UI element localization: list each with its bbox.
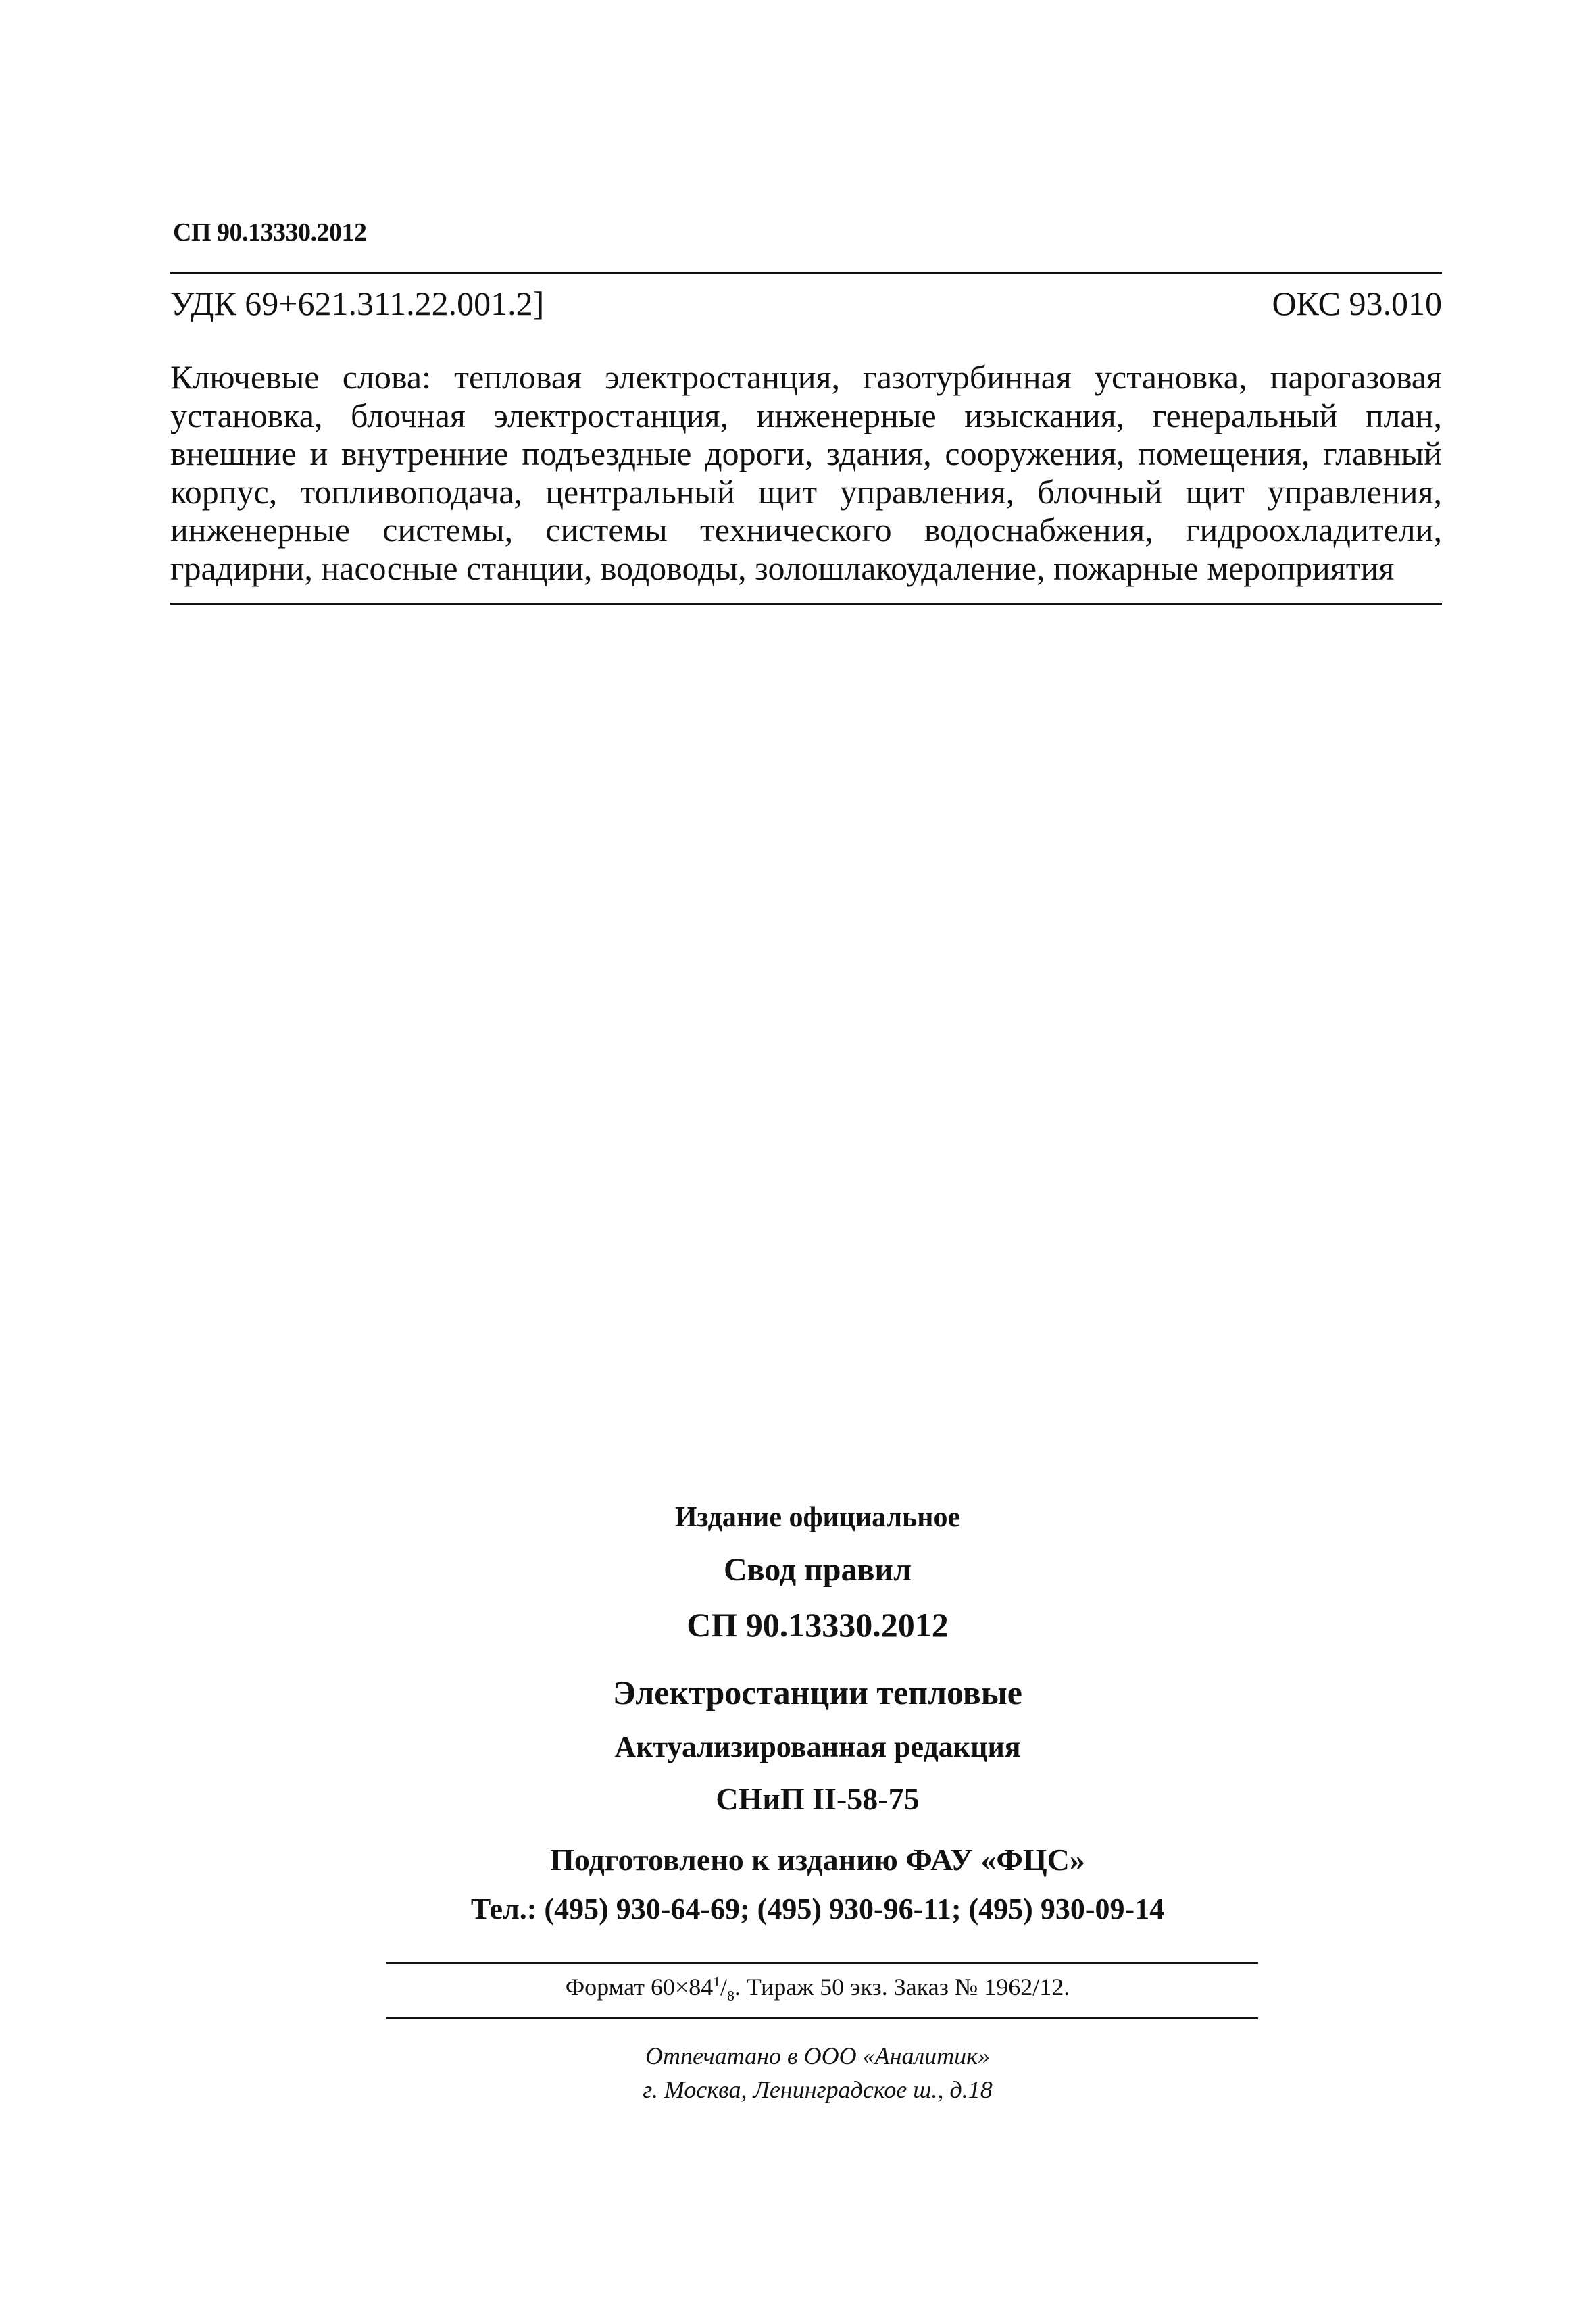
imprint-bottom-rule [386, 2017, 1258, 2019]
printed-by-line1: Отпечатано в ООО «Аналитик» [645, 2042, 990, 2069]
edition-title: Электростанции тепловые [613, 1674, 1022, 1711]
header-doc-code: СП 90.13330.2012 [173, 218, 367, 247]
imprint-format-den: 8 [727, 1988, 734, 2005]
edition-revision: Актуализированная редакция [614, 1730, 1021, 1763]
udk-code: УДК 69+621.311.22.001.2] [170, 284, 545, 322]
header-rule [170, 272, 1442, 274]
imprint-top-rule [386, 1962, 1258, 1964]
printed-by-line2: г. Москва, Ленинградское ш., д.18 [643, 2076, 993, 2103]
edition-type: Свод правил [723, 1552, 912, 1588]
keywords-text: тепловая электростанция, газотурбинная установка, парогазовая установка, блочная электростанция, инженерные изыскания, генеральный план, внешние и внутренние подъездные дороги, здания, сооружения, помещения, главный корпус, топливоподача, центральный щит управления, блочный щит управления, инженерные системы, системы технического водоснабжения, гидроохладители, градирни, насосные станции, водоводы, золошлакоудаление, пожарные мероприятия [170, 358, 1442, 587]
edition-code: СП 90.13330.2012 [687, 1606, 949, 1644]
edition-phones: Тел.: (495) 930-64-69; (495) 930-96-11; (495) 930-09-14 [470, 1892, 1165, 1926]
imprint-format-prefix: Формат 60×84 [565, 1973, 714, 2001]
classification-row [170, 284, 1442, 323]
imprint-format-line: Формат $60\times 84^1/_8$. Тираж 50 экз. Заказ № 1962/12. [565, 1973, 1070, 2005]
edition-official: Издание официальное [674, 1502, 961, 1533]
keywords-paragraph [170, 358, 1442, 587]
imprint-format-num: 1 [713, 1973, 721, 1990]
edition-prepared: Подготовлено к изданию ФАУ «ФЦС» [550, 1842, 1085, 1877]
oks-code: ОКС 93.010 [1272, 284, 1442, 322]
imprint-format-suffix: . Тираж 50 экз. Заказ № 1962/12. [734, 1973, 1070, 2001]
edition-snip: СНиП II-58-75 [716, 1782, 920, 1816]
keywords-label: Ключевые слова: [170, 358, 431, 396]
keywords-rule [170, 603, 1442, 605]
